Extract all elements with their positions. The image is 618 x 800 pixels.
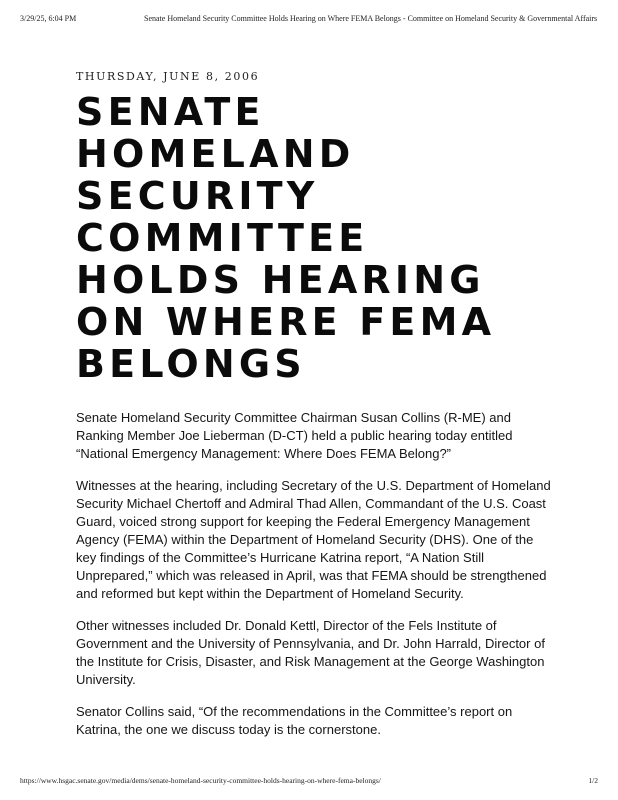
headline-line: SENATE <box>76 90 265 134</box>
headline-line: SECURITY <box>76 174 319 218</box>
article-date: THURSDAY, JUNE 8, 2006 <box>76 70 260 83</box>
print-timestamp: 3/29/25, 6:04 PM <box>20 14 77 23</box>
print-page-number: 1/2 <box>588 776 598 785</box>
headline-line: COMMITTEE <box>76 216 369 260</box>
headline-line: BELONGS <box>76 342 306 386</box>
print-url: https://www.hsgac.senate.gov/media/dems/senate-homeland-security-committee-holds-hearing-on-where-fema-belongs/ <box>20 776 381 785</box>
headline-line: HOLDS HEARING <box>76 258 485 302</box>
article-paragraph: Other witnesses included Dr. Donald Kettl, Director of the Fels Institute of Government and the University of Pennsylvania, and Dr. John Harrald, Director of the Institute for Crisis, Disaster, and Risk Management at the George Washington University. <box>76 618 545 687</box>
article-body <box>76 409 556 739</box>
article-headline <box>76 91 556 385</box>
article-paragraph: Senate Homeland Security Committee Chairman Susan Collins (R-ME) and Ranking Member Joe Lieberman (D-CT) held a public hearing today entitled “National Emergency Management: Where Does FEMA Belong?” <box>76 410 513 461</box>
print-page-title: Senate Homeland Security Committee Holds Hearing on Where FEMA Belongs - Committee on Homeland Security & Governmental Affairs <box>144 14 598 23</box>
article-paragraph: Witnesses at the hearing, including Secretary of the U.S. Department of Homeland Security Michael Chertoff and Admiral Thad Allen, Commandant of the U.S. Coast Guard, voiced strong support for keeping the Federal Emergency Management Agency (FEMA) within the Department of Homeland Security (DHS). One of the key findings of the Committee’s Hurricane Katrina report, “A Nation Still Unprepared,” which was released in April, was that FEMA should be strengthened and reformed but kept within the Department of Homeland Security. <box>76 478 551 601</box>
print-header <box>20 14 598 26</box>
headline-line: HOMELAND <box>76 132 355 176</box>
print-footer <box>20 776 598 788</box>
article <box>76 70 556 753</box>
article-paragraph: Senator Collins said, “Of the recommendations in the Committee’s report on Katrina, the one we discuss today is the cornerstone. <box>76 704 513 737</box>
headline-line: ON WHERE FEMA <box>76 300 496 344</box>
